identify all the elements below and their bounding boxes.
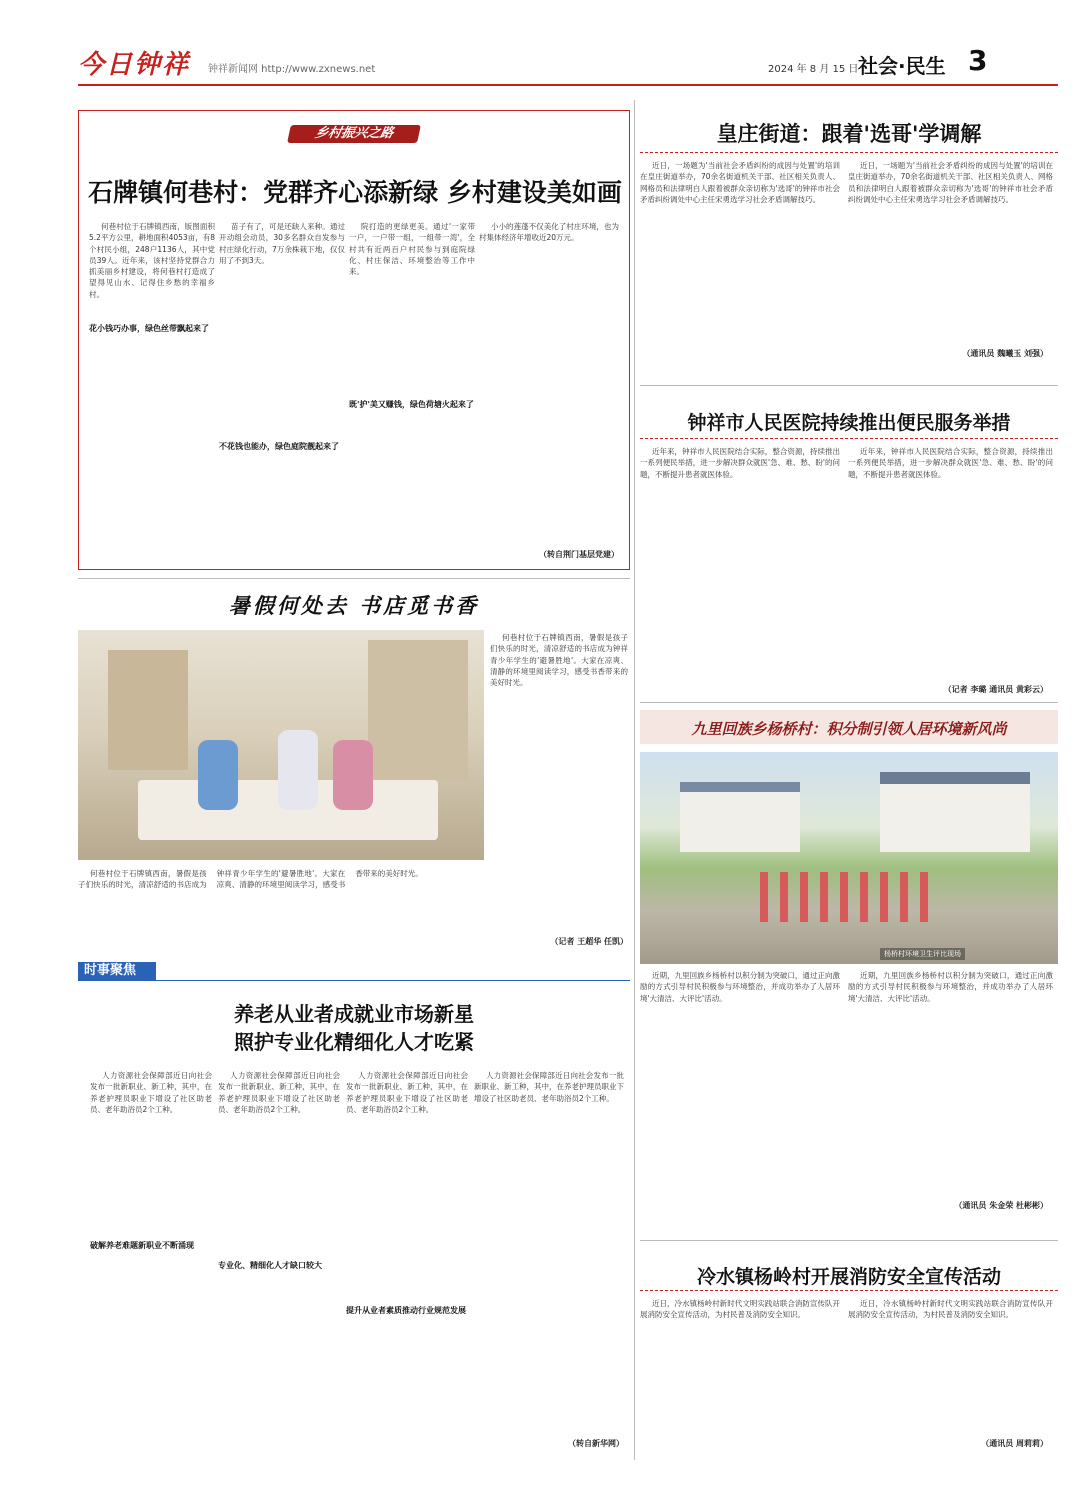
crowd xyxy=(760,872,940,922)
site-url: 钟祥新闻网 http://www.zxnews.net xyxy=(208,64,376,75)
divider xyxy=(640,152,1058,153)
subheading: 提升从业者素质推动行业规范发展 xyxy=(346,1306,466,1315)
byline: （记者 李璐 通讯员 黄彩云） xyxy=(943,685,1048,694)
newspaper-logo: 今日钟祥 xyxy=(78,50,191,80)
article-body: 近日，冷水镇杨岭村新时代文明实践站联合消防宣传队开展消防安全宣传活动，为村民普及消防安全知识。 xyxy=(640,1299,840,1320)
article-column: 人力资源社会保障部近日向社会发布一批新职业、新工种，其中，在养老护理员职业下增设了社区助老员、老年助浴员2个工种。 xyxy=(90,1071,212,1114)
photo-caption: 杨桥村环境卫生评比现场 xyxy=(880,948,965,960)
article-body: 何巷村位于石牌镇西南，暑假是孩子们快乐的时光，清凉舒适的书店成为钟祥青少年学生的'避暑胜地'。大家在凉爽、清静的环境里阅读学习，感受书香带来的美好时光。 xyxy=(78,869,423,890)
article-body: 近年来，钟祥市人民医院结合实际，整合资源，持续推出一系列便民举措，进一步解决群众就医'急、难、愁、盼'的问题，不断提升患者就医体验。 xyxy=(848,447,1053,479)
subheading: 既'护'美又赚钱，绿色荷塘火起来了 xyxy=(349,400,474,409)
reader-figure xyxy=(333,740,373,810)
article-body: 近期，九里回族乡杨桥村以积分制为突破口，通过正向激励的方式引导村民积极参与环境整治，并成功举办了人居环境'大清洁、大评比'活动。 xyxy=(640,971,840,1003)
article-column: 人力资源社会保障部近日向社会发布一批新职业、新工种，其中，在养老护理员职业下增设了社区助老员、老年助浴员2个工种。 xyxy=(474,1071,624,1103)
section-divider xyxy=(640,385,1058,386)
article-column: 何巷村位于石牌镇西南，版图面积5.2平方公里，耕地面积4053亩，有8个村民小组，248户1136人，其中党员39人。近年来，该村坚持党群合力抓美丽乡村建设，将何巷村打造成了望得见山水、记得住乡愁的幸福乡村。 xyxy=(89,222,215,299)
subheading: 专业化、精细化人才缺口较大 xyxy=(218,1261,322,1270)
article-hexiang xyxy=(78,110,630,570)
divider xyxy=(640,1290,1058,1291)
article-title-hospital: 钟祥市人民医院持续推出便民服务举措 xyxy=(687,412,1011,434)
banner-rural: 乡村振兴之路 xyxy=(287,125,421,143)
subheading: 不花钱也能办，绿色庭院靓起来了 xyxy=(219,442,339,451)
article-body: 近日，一场题为'当前社会矛盾纠纷的成因与处置'的培训在皇庄街道举办，70余名街道机关干部、社区相关负责人、网格员和法律明白人跟着被群众亲切称为'选哥'的钟祥市社会矛盾纠纷调处中心主任宋勇选学习社会矛盾调解技巧。 xyxy=(848,161,1053,204)
article-column: 人力资源社会保障部近日向社会发布一批新职业、新工种，其中，在养老护理员职业下增设了社区助老员、老年助浴员2个工种。 xyxy=(218,1071,340,1114)
building xyxy=(680,782,800,852)
section-tag: 时事聚焦 xyxy=(78,962,156,980)
byline: （转自新华网） xyxy=(568,1439,624,1448)
section-divider xyxy=(640,702,1058,703)
article-title-eldercare: 养老从业者成就业市场新星 xyxy=(234,1002,474,1026)
article-body: 近日，冷水镇杨岭村新时代文明实践站联合消防宣传队开展消防安全宣传活动，为村民普及消防安全知识。 xyxy=(848,1299,1053,1320)
article-column: 苗子有了，可是还缺人来种。通过开动组会动员，30多名群众自发参与村庄绿化行动，7万余株栽下地，仅仅用了不到3天。 xyxy=(219,222,345,265)
article-title-fire-safety: 冷水镇杨岭村开展消防安全宣传活动 xyxy=(696,1266,1001,1288)
page-number: 3 xyxy=(968,44,988,77)
article-subtitle-eldercare: 照护专业化精细化人才吃紧 xyxy=(234,1030,474,1054)
article-body: 近日，一场题为'当前社会矛盾纠纷的成因与处置'的培训在皇庄街道举办，70余名街道机关干部、社区相关负责人、网格员和法律明白人跟着被群众亲切称为'选哥'的钟祥市社会矛盾纠纷调处中心主任宋勇选学习社会矛盾调解技巧。 xyxy=(640,161,840,204)
issue-date: 2024 年 8 月 15 日 xyxy=(768,64,859,75)
bookshelf xyxy=(368,640,468,780)
article-body: 近期，九里回族乡杨桥村以积分制为突破口，通过正向激励的方式引导村民积极参与环境整治，并成功举办了人居环境'大清洁、大评比'活动。 xyxy=(848,971,1053,1003)
column-divider xyxy=(634,100,635,1460)
byline: （通讯员 魏曦玉 刘强） xyxy=(962,349,1048,358)
byline: （通讯员 朱金荣 杜彬彬） xyxy=(954,1201,1048,1210)
bookstore-photo xyxy=(78,630,484,860)
village-photo xyxy=(640,752,1058,964)
divider xyxy=(78,980,630,981)
section-divider xyxy=(78,578,630,579)
byline: （转自荆门基层党建） xyxy=(539,550,619,559)
article-column: 人力资源社会保障部近日向社会发布一批新职业、新工种，其中，在养老护理员职业下增设了社区助老员、老年助浴员2个工种。 xyxy=(346,1071,468,1114)
divider xyxy=(640,438,1058,439)
masthead xyxy=(78,44,1058,82)
article-column: 院打造的更绿更美。通过'一家带一户，一户带一组，一组带一湾'，全村共有近两百户村民参与到庭院绿化、村庄保洁、环境整治等工作中来。 xyxy=(349,222,475,277)
subheading: 破解养老难题新职业不断涌现 xyxy=(90,1241,194,1250)
bookshelf xyxy=(108,650,188,770)
byline: （记者 王超华 任凯） xyxy=(550,937,628,946)
article-title-yangqiao: 九里回族乡杨桥村：积分制引领人居环境新风尚 xyxy=(691,720,1007,738)
article-title-bookstore: 暑假何处去 书店觅书香 xyxy=(228,594,480,618)
article-title: 石牌镇何巷村：党群齐心添新绿 乡村建设美如画 xyxy=(88,178,622,207)
section-title: 社会·民生 xyxy=(858,54,946,78)
article-column: 小小的莲蓬不仅美化了村庄环境，也为村集体经济年增收近20万元。 xyxy=(479,222,619,243)
section-divider xyxy=(640,1240,1058,1241)
article-body: 近年来，钟祥市人民医院结合实际，整合资源，持续推出一系列便民举措，进一步解决群众就医'急、难、愁、盼'的问题，不断提升患者就医体验。 xyxy=(640,447,840,479)
building xyxy=(880,772,1030,852)
subheading: 花小钱巧办事，绿色丝带飘起来了 xyxy=(89,324,209,333)
masthead-rule xyxy=(78,84,1058,86)
article-body: 何巷村位于石牌镇西南，暑假是孩子们快乐的时光，清凉舒适的书店成为钟祥青少年学生的'避暑胜地'。大家在凉爽、清静的环境里阅读学习，感受书香带来的美好时光。 xyxy=(490,633,628,688)
reader-figure xyxy=(198,740,238,810)
byline: （通讯员 周莉莉） xyxy=(981,1439,1048,1448)
article-title-huangzhuang: 皇庄街道：跟着'选哥'学调解 xyxy=(716,122,982,146)
reader-figure xyxy=(278,730,318,810)
